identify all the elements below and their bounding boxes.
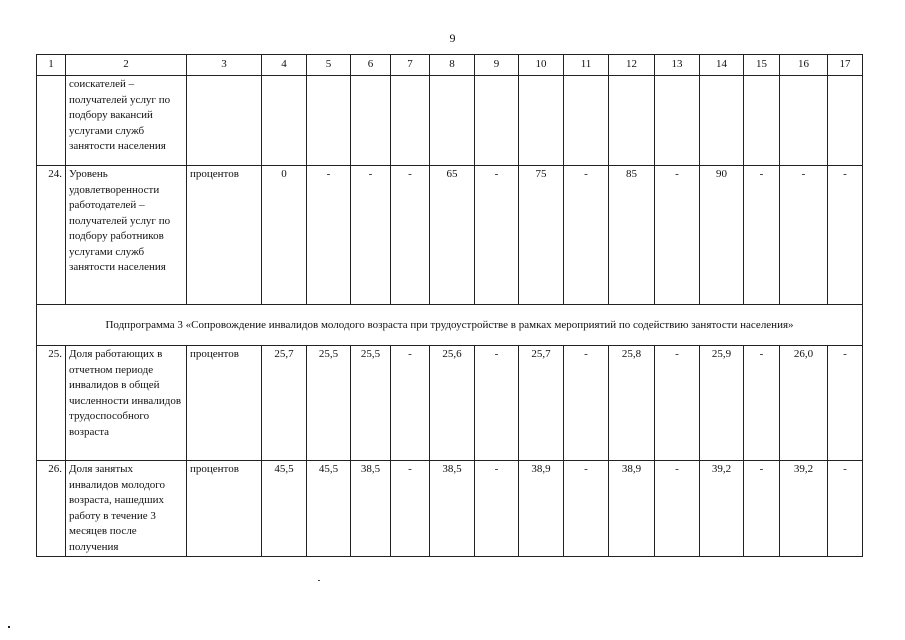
column-number-11: 11: [564, 55, 609, 76]
column-number-8: 8: [430, 55, 475, 76]
value-cell: -: [655, 166, 700, 305]
value-cell: -: [828, 346, 863, 461]
column-number-13: 13: [655, 55, 700, 76]
value-cell: 90: [700, 166, 744, 305]
column-number-6: 6: [351, 55, 391, 76]
value-cell: -: [475, 346, 519, 461]
column-number-header-row: [37, 55, 863, 76]
value-cell: 26,0: [780, 346, 828, 461]
value-cell: 25,7: [519, 346, 564, 461]
scan-speck: [318, 580, 320, 581]
column-number-9: 9: [475, 55, 519, 76]
value-cell: -: [655, 461, 700, 557]
value-cell: -: [307, 166, 351, 305]
value-cell: -: [828, 461, 863, 557]
column-number-16: 16: [780, 55, 828, 76]
column-number-5: 5: [307, 55, 351, 76]
value-cell: -: [475, 166, 519, 305]
value-cell: -: [351, 166, 391, 305]
unit-of-measure: процентов: [187, 461, 262, 557]
column-number-14: 14: [700, 55, 744, 76]
row-number: 26.: [37, 461, 66, 557]
value-cell: -: [744, 166, 780, 305]
value-cell: -: [744, 461, 780, 557]
value-cell: [564, 76, 609, 166]
column-number-2: 2: [66, 55, 187, 76]
table-row: [37, 346, 863, 461]
value-cell: -: [391, 346, 430, 461]
value-cell: -: [391, 166, 430, 305]
value-cell: 45,5: [262, 461, 307, 557]
value-cell: 25,6: [430, 346, 475, 461]
page-number: 9: [449, 31, 456, 45]
value-cell: 38,5: [430, 461, 475, 557]
value-cell: 85: [609, 166, 655, 305]
value-cell: 39,2: [700, 461, 744, 557]
unit-of-measure: [187, 76, 262, 166]
value-cell: 39,2: [780, 461, 828, 557]
value-cell: 25,7: [262, 346, 307, 461]
column-number-1: 1: [37, 55, 66, 76]
unit-of-measure: процентов: [187, 166, 262, 305]
value-cell: -: [391, 461, 430, 557]
value-cell: -: [564, 346, 609, 461]
value-cell: -: [564, 461, 609, 557]
indicators-table: [36, 54, 863, 557]
value-cell: 38,9: [609, 461, 655, 557]
value-cell: -: [780, 166, 828, 305]
value-cell: 75: [519, 166, 564, 305]
unit-of-measure: процентов: [187, 346, 262, 461]
table-row: [37, 166, 863, 305]
value-cell: 25,9: [700, 346, 744, 461]
column-number-15: 15: [744, 55, 780, 76]
row-number: [37, 76, 66, 166]
value-cell: [475, 76, 519, 166]
value-cell: [430, 76, 475, 166]
indicator-name: Доля работающих в отчетном периоде инвалидов в общей численности инвалидов трудоспособного возраста: [66, 346, 187, 461]
value-cell: 25,5: [351, 346, 391, 461]
value-cell: [828, 76, 863, 166]
subprogram-heading-row: [37, 305, 863, 346]
value-cell: 45,5: [307, 461, 351, 557]
value-cell: [262, 76, 307, 166]
value-cell: -: [564, 166, 609, 305]
value-cell: [780, 76, 828, 166]
value-cell: [519, 76, 564, 166]
table-row: [37, 461, 863, 557]
value-cell: [391, 76, 430, 166]
value-cell: 25,5: [307, 346, 351, 461]
value-cell: 0: [262, 166, 307, 305]
value-cell: -: [475, 461, 519, 557]
value-cell: -: [655, 346, 700, 461]
value-cell: 38,5: [351, 461, 391, 557]
column-number-12: 12: [609, 55, 655, 76]
subprogram-heading: Подпрограмма 3 «Сопровождение инвалидов молодого возраста при трудоустройстве в рамках мероприятий по содействию занятости населения»: [37, 305, 863, 346]
column-number-7: 7: [391, 55, 430, 76]
value-cell: [307, 76, 351, 166]
value-cell: [655, 76, 700, 166]
value-cell: [744, 76, 780, 166]
value-cell: [609, 76, 655, 166]
row-number: 25.: [37, 346, 66, 461]
value-cell: 25,8: [609, 346, 655, 461]
row-number: 24.: [37, 166, 66, 305]
column-number-17: 17: [828, 55, 863, 76]
value-cell: [700, 76, 744, 166]
value-cell: -: [828, 166, 863, 305]
scan-speck: [8, 626, 10, 628]
indicator-name: Уровень удовлетворенности работодателей – получателей услуг по подбору работников услугами служб занятости населения: [66, 166, 187, 305]
column-number-10: 10: [519, 55, 564, 76]
column-number-3: 3: [187, 55, 262, 76]
value-cell: 65: [430, 166, 475, 305]
indicator-name: соискателей – получателей услуг по подбору вакансий услугами служб занятости населения: [66, 76, 187, 166]
value-cell: 38,9: [519, 461, 564, 557]
column-number-4: 4: [262, 55, 307, 76]
value-cell: [351, 76, 391, 166]
value-cell: -: [744, 346, 780, 461]
table-row: [37, 76, 863, 166]
indicator-name: Доля занятых инвалидов молодого возраста, нашедших работу в течение 3 месяцев после получения: [66, 461, 187, 557]
